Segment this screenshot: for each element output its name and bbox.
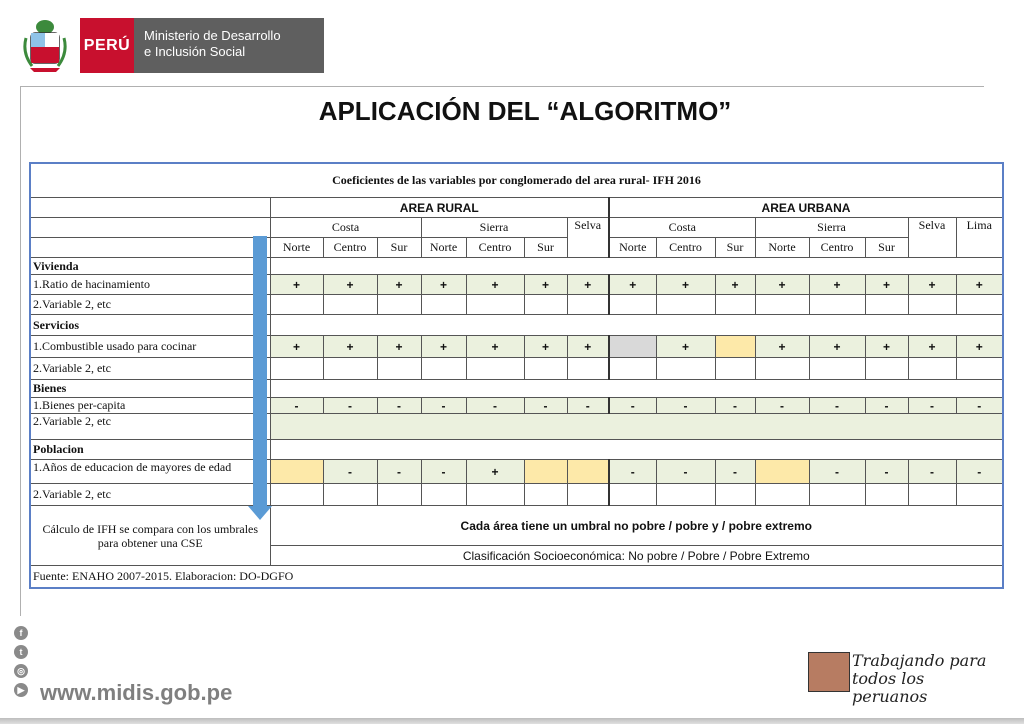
- area-urbana-header: AREA URBANA: [609, 198, 1003, 218]
- coef-cell: -: [865, 460, 908, 484]
- row-label: 2.Variable 2, etc: [30, 358, 270, 380]
- category-spacer: [270, 315, 1003, 336]
- ministry-line2: e Inclusión Social: [144, 44, 246, 59]
- coef-cell: +: [908, 275, 956, 295]
- social-icons: [14, 626, 30, 702]
- coef-cell: -: [715, 398, 755, 414]
- coef-cell: +: [466, 460, 524, 484]
- coef-cell: +: [524, 336, 567, 358]
- classification-text: Clasificación Socioeconómica: No pobre / Pobre / Pobre Extremo: [270, 546, 1003, 566]
- coef-cell: -: [865, 398, 908, 414]
- urban-costa-header: Costa: [609, 218, 755, 238]
- coef-cell: +: [908, 336, 956, 358]
- coef-cell: +: [466, 336, 524, 358]
- frame-top-line: [20, 86, 984, 87]
- rural-costa-header: Costa: [270, 218, 421, 238]
- frame-left-line: [20, 86, 21, 616]
- coef-cell: +: [377, 275, 421, 295]
- row-label: 2.Variable 2, etc: [30, 295, 270, 315]
- ministry-line1: Ministerio de Desarrollo: [144, 28, 281, 43]
- slogan-line1: Trabajando para: [852, 651, 987, 670]
- category-poblacion: Poblacion: [30, 440, 270, 460]
- coef-cell: [715, 336, 755, 358]
- coef-cell: -: [524, 398, 567, 414]
- twitter-icon[interactable]: t: [14, 645, 28, 659]
- coef-cell: +: [865, 336, 908, 358]
- source-note: Fuente: ENAHO 2007-2015. Elaboracion: DO-DGFO: [30, 566, 1003, 588]
- coef-cell: -: [377, 460, 421, 484]
- table-row: [30, 358, 1003, 380]
- coef-cell: +: [656, 275, 715, 295]
- coef-cell: +: [715, 275, 755, 295]
- header-blank: [30, 238, 270, 258]
- coef-cell: +: [421, 336, 466, 358]
- down-arrow-icon: [248, 506, 272, 520]
- threshold-text: Cada área tiene un umbral no pobre / pobre y / pobre extremo: [270, 506, 1003, 546]
- category-vivienda: Vivienda: [30, 258, 270, 275]
- area-rural-header: AREA RURAL: [270, 198, 609, 218]
- coef-cell: +: [524, 275, 567, 295]
- coef-cell: +: [656, 336, 715, 358]
- subheader-norte: Norte: [609, 238, 656, 258]
- row-label: 2.Variable 2, etc: [30, 484, 270, 506]
- avatar: [808, 652, 850, 692]
- category-spacer: [270, 380, 1003, 398]
- subheader-sur: Sur: [524, 238, 567, 258]
- row-label: 1.Ratio de hacinamiento: [30, 275, 270, 295]
- coefficients-table: [29, 162, 1004, 589]
- subheader-centro: Centro: [656, 238, 715, 258]
- table-row: [30, 460, 1003, 484]
- subheader-centro: Centro: [466, 238, 524, 258]
- header-blank: [30, 198, 270, 218]
- coef-cell: -: [323, 398, 377, 414]
- table-row: [30, 275, 1003, 295]
- coef-cell: +: [567, 275, 609, 295]
- header-blank: [30, 218, 270, 238]
- table-row: [30, 336, 1003, 358]
- coef-cell: [567, 460, 609, 484]
- rural-sierra-header: Sierra: [421, 218, 567, 238]
- category-spacer: [270, 258, 1003, 275]
- coef-cell: +: [609, 275, 656, 295]
- coef-cell: -: [656, 460, 715, 484]
- coef-cell: -: [809, 398, 865, 414]
- subheader-sur: Sur: [865, 238, 908, 258]
- coef-cell: [270, 460, 323, 484]
- coef-cell: -: [715, 460, 755, 484]
- category-servicios: Servicios: [30, 315, 270, 336]
- rural-selva-header: Selva: [567, 218, 609, 258]
- coef-cell: +: [755, 336, 809, 358]
- coef-cell: +: [270, 336, 323, 358]
- coef-cell: +: [956, 275, 1003, 295]
- instagram-icon[interactable]: ◎: [14, 664, 28, 678]
- urban-sierra-header: Sierra: [755, 218, 908, 238]
- midis-logo: [22, 18, 324, 74]
- coef-cell: -: [956, 398, 1003, 414]
- subheader-norte: Norte: [270, 238, 323, 258]
- slogan-block: [808, 651, 998, 706]
- slogan-line2: todos los peruanos: [852, 669, 928, 706]
- facebook-icon[interactable]: f: [14, 626, 28, 640]
- coef-cell: -: [908, 460, 956, 484]
- empty-band: [270, 414, 1003, 440]
- coef-cell: +: [323, 275, 377, 295]
- website-link[interactable]: www.midis.gob.pe: [40, 680, 233, 705]
- coef-cell: +: [421, 275, 466, 295]
- slogan-text: [852, 652, 998, 706]
- subheader-sur: Sur: [715, 238, 755, 258]
- subheader-centro: Centro: [809, 238, 865, 258]
- flow-arrow-shaft: [253, 236, 267, 508]
- coef-cell: -: [567, 398, 609, 414]
- urban-lima-header: Lima: [956, 218, 1003, 258]
- table-row: [30, 398, 1003, 414]
- bottom-bar: [0, 718, 1024, 724]
- coef-cell: -: [270, 398, 323, 414]
- coef-cell: -: [323, 460, 377, 484]
- coef-cell: [524, 460, 567, 484]
- coef-cell: -: [656, 398, 715, 414]
- urban-selva-header: Selva: [908, 218, 956, 258]
- table-row: [30, 484, 1003, 506]
- coef-cell: [609, 336, 656, 358]
- row-label: 1.Años de educacion de mayores de edad: [30, 460, 270, 484]
- logo-country: PERÚ: [80, 18, 134, 73]
- coef-cell: -: [908, 398, 956, 414]
- table-caption: Coeficientes de las variables por conglomerado del area rural- IFH 2016: [30, 163, 1003, 198]
- table-row: [30, 295, 1003, 315]
- coef-cell: -: [466, 398, 524, 414]
- coef-cell: -: [755, 398, 809, 414]
- coef-cell: -: [421, 460, 466, 484]
- youtube-icon[interactable]: ▶: [14, 683, 28, 697]
- subheader-sur: Sur: [377, 238, 421, 258]
- subheader-centro: Centro: [323, 238, 377, 258]
- coef-cell: -: [421, 398, 466, 414]
- subheader-norte: Norte: [755, 238, 809, 258]
- ministry-banner: [80, 18, 324, 73]
- coef-cell: +: [377, 336, 421, 358]
- coef-cell: +: [567, 336, 609, 358]
- coef-cell: +: [466, 275, 524, 295]
- coef-cell: +: [809, 336, 865, 358]
- table-row: [30, 414, 1003, 440]
- row-label: 1.Bienes per-capita: [30, 398, 270, 414]
- coef-cell: -: [809, 460, 865, 484]
- coef-cell: +: [956, 336, 1003, 358]
- category-bienes: Bienes: [30, 380, 270, 398]
- ministry-name: [144, 28, 281, 60]
- coef-cell: -: [377, 398, 421, 414]
- coef-cell: -: [609, 460, 656, 484]
- coef-cell: +: [865, 275, 908, 295]
- row-label: 1.Combustible usado para cocinar: [30, 336, 270, 358]
- coef-cell: -: [609, 398, 656, 414]
- coef-cell: +: [755, 275, 809, 295]
- ifh-note: Cálculo de IFH se compara con los umbrales para obtener una CSE: [30, 506, 270, 566]
- coef-cell: +: [270, 275, 323, 295]
- row-label: 2.Variable 2, etc: [30, 414, 270, 440]
- category-spacer: [270, 440, 1003, 460]
- coef-cell: -: [956, 460, 1003, 484]
- peru-coat-of-arms-icon: [22, 18, 68, 74]
- coef-cell: [755, 460, 809, 484]
- subheader-norte: Norte: [421, 238, 466, 258]
- page-title: APLICACIÓN DEL “ALGORITMO”: [318, 96, 732, 126]
- coef-cell: +: [323, 336, 377, 358]
- coef-cell: +: [809, 275, 865, 295]
